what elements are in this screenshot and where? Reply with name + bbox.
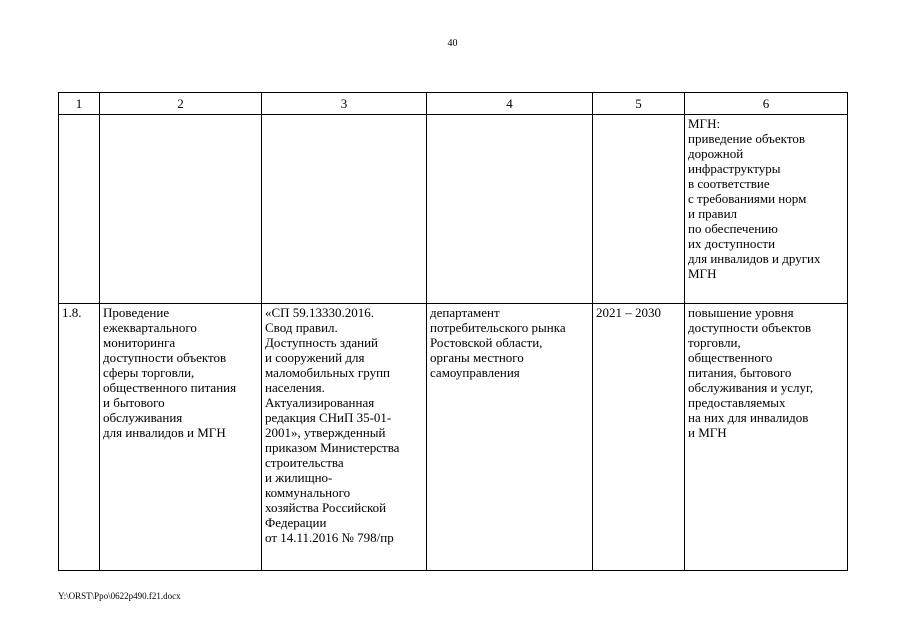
cell-normative-document	[262, 115, 427, 304]
footer-file-path: Y:\ORST\Ppo\0622p490.f21.docx	[58, 591, 181, 601]
table-row-1-8	[59, 304, 848, 571]
column-header-5: 5	[593, 93, 685, 115]
cell-period: 2021 – 2030	[593, 304, 685, 571]
cell-activity: Проведение ежеквартального мониторинга доступности объектов сферы торговли, общественного питания и бытового обслуживания для инвалидов и МГН	[100, 304, 262, 571]
column-header-6: 6	[685, 93, 848, 115]
table-header-row	[59, 93, 848, 115]
column-header-4: 4	[427, 93, 593, 115]
cell-expected-result: повышение уровня доступности объектов торговли, общественного питания, бытового обслуживания и услуг, предоставляемых на них для инвалидов и МГН	[685, 304, 848, 571]
cell-period	[593, 115, 685, 304]
cell-responsible	[427, 115, 593, 304]
cell-number: 1.8.	[59, 304, 100, 571]
column-header-1: 1	[59, 93, 100, 115]
table-row-continued	[59, 115, 848, 304]
cell-number	[59, 115, 100, 304]
cell-responsible: департамент потребительского рынка Ростовской области, органы местного самоуправления	[427, 304, 593, 571]
column-header-2: 2	[100, 93, 262, 115]
column-header-3: 3	[262, 93, 427, 115]
document-table	[58, 92, 848, 571]
page-number: 40	[447, 38, 458, 49]
cell-normative-document: «СП 59.13330.2016. Свод правил. Доступность зданий и сооружений для маломобильных групп населения. Актуализированная редакция СНиП 35-01- 2001», утвержденный приказом Министерства строительства и жилищно- коммунального хозяйства Российской Федерации от 14.11.2016 № 798/пр	[262, 304, 427, 571]
cell-activity	[100, 115, 262, 304]
cell-expected-result: МГН: приведение объектов дорожной инфраструктуры в соответствие с требованиями норм и правил по обеспечению их доступности для инвалидов и других МГН	[685, 115, 848, 304]
